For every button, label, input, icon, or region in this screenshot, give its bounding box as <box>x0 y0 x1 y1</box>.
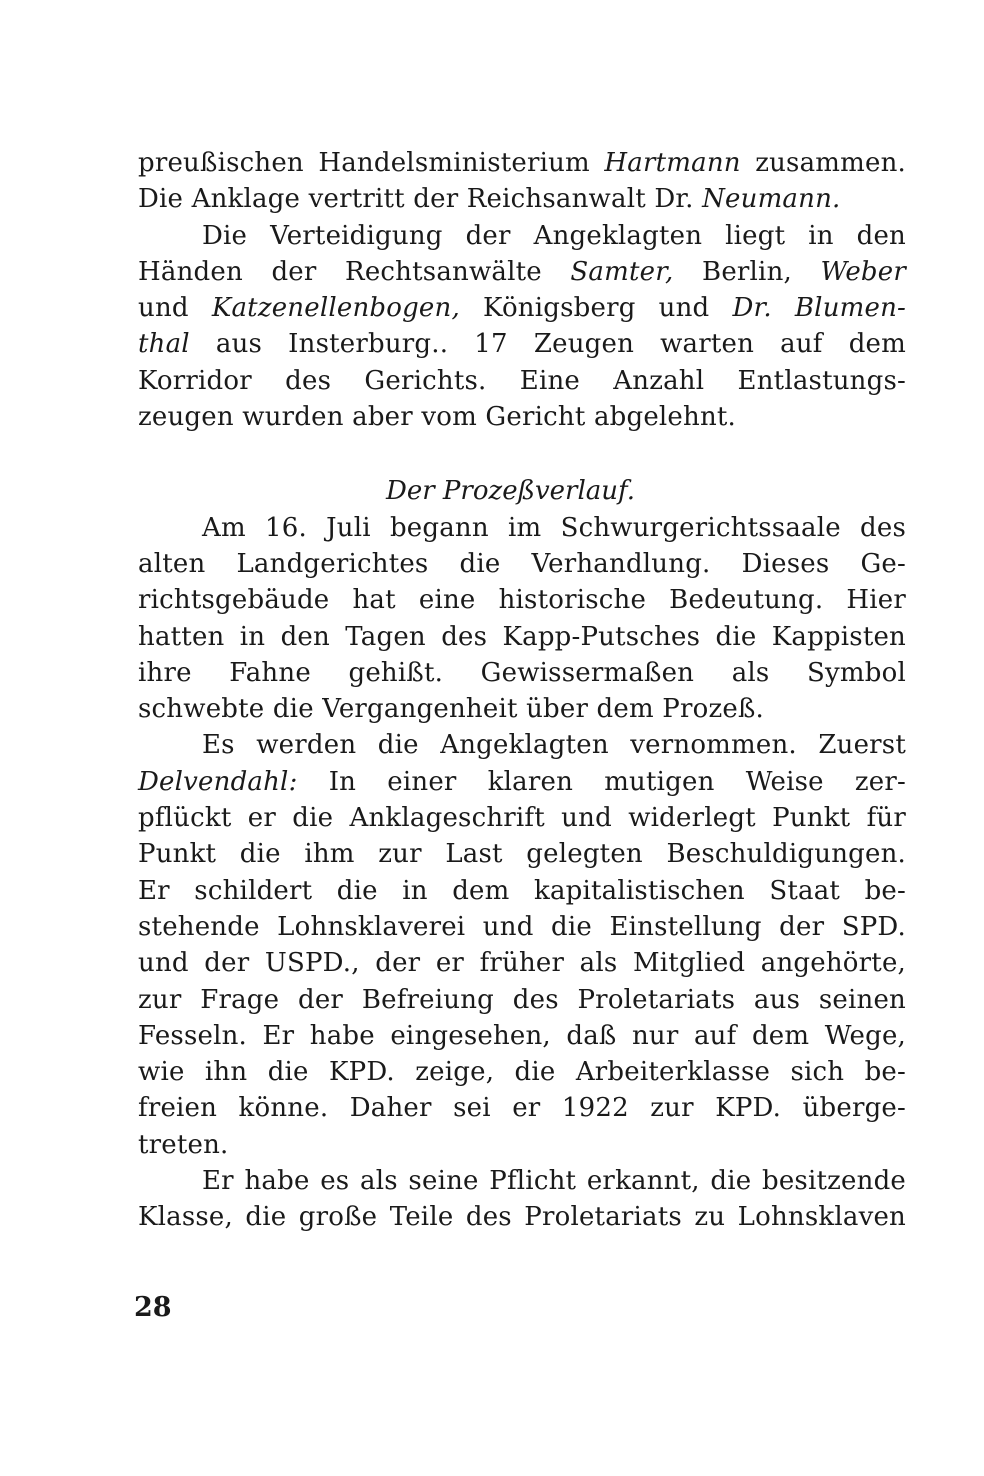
text-segment: Punkt die ihm zur Last gelegten Beschuldigungen. <box>138 839 906 870</box>
text-segment: richtsgebäude hat eine historische Bedeutung. Hier <box>138 585 906 616</box>
text-line <box>138 510 906 546</box>
text-segment: und der USPD., der er früher als Mitglied angehörte, <box>138 948 906 979</box>
italic-name: thal <box>138 329 190 360</box>
text-line <box>138 1018 906 1054</box>
text-line <box>138 1090 906 1126</box>
text-line <box>138 800 906 836</box>
italic-name: Hartmann <box>604 148 741 178</box>
text-line <box>138 582 906 618</box>
text-segment: Klasse, die große Teile des Proletariats zu Lohnsklaven <box>138 1202 906 1233</box>
text-line <box>138 945 906 981</box>
text-segment: Königsberg und <box>459 293 733 324</box>
text-line <box>138 363 906 399</box>
text-line <box>138 873 906 909</box>
text-segment: In einer klaren mutigen Weise zer- <box>297 766 906 797</box>
text-line <box>138 181 906 217</box>
text-segment: zeugen wurden aber vom Gericht abgelehnt. <box>138 402 737 433</box>
text-segment: zusammen. <box>740 148 906 178</box>
italic-name: Delvendahl: <box>138 766 298 797</box>
italic-name: Neumann. <box>702 184 841 215</box>
text-segment: Am 16. Juli begann im Schwurgerichtssaale des <box>202 512 906 543</box>
text-line <box>138 1054 906 1090</box>
text-segment: freien könne. Daher sei er 1922 zur KPD. überge- <box>138 1093 906 1124</box>
text-line <box>138 145 906 181</box>
text-segment: treten. <box>138 1129 229 1160</box>
text-line <box>138 619 906 655</box>
text-segment: Die Verteidigung der Angeklagten liegt in den <box>202 220 906 251</box>
text-block-proceedings <box>138 510 906 1236</box>
text-line <box>138 691 906 727</box>
text-segment: Korridor des Gerichts. Eine Anzahl Entlastungs- <box>138 365 906 396</box>
italic-name: Samter, <box>570 256 674 287</box>
text-line <box>138 727 906 763</box>
text-line <box>138 218 906 254</box>
text-line <box>138 982 906 1018</box>
text-segment: aus Insterburg.. 17 Zeugen warten auf dem <box>189 329 906 360</box>
text-line <box>138 290 906 326</box>
text-segment: alten Landgerichtes die Verhandlung. Dieses Ge- <box>138 548 906 579</box>
text-line <box>138 909 906 945</box>
text-line <box>138 546 906 582</box>
italic-name: Katzenellenbogen, <box>211 293 460 324</box>
text-line <box>138 655 906 691</box>
text-segment: ihre Fahne gehißt. Gewissermaßen als Symbol <box>138 657 906 688</box>
text-segment: Es werden die Angeklagten vernommen. Zuerst <box>202 730 906 761</box>
text-segment: Er habe es als seine Pflicht erkannt, die besitzende <box>202 1166 906 1197</box>
text-line <box>138 1163 906 1199</box>
text-line <box>138 764 906 800</box>
text-line <box>138 399 906 435</box>
text-line <box>138 254 906 290</box>
text-segment: hatten in den Tagen des Kapp-Putsches die Kappisten <box>138 621 906 652</box>
text-segment: schwebte die Vergangenheit über dem Prozeß. <box>138 694 764 725</box>
text-block-defense <box>138 145 906 435</box>
text-segment: preußischen Handelsministerium <box>138 148 605 178</box>
text-segment: Die Anklage vertritt der Reichsanwalt Dr. <box>138 184 703 215</box>
text-segment: Fesseln. Er habe eingesehen, daß nur auf dem Wege, <box>138 1020 906 1051</box>
text-segment: zur Frage der Befreiung des Proletariats aus seinen <box>138 984 906 1015</box>
text-segment: stehende Lohnsklaverei und die Einstellung der SPD. <box>138 911 906 942</box>
text-segment: Händen der Rechtsanwälte <box>138 256 571 287</box>
text-segment: pflückt er die Anklageschrift und widerlegt Punkt für <box>138 803 906 834</box>
italic-name: Weber <box>820 256 906 287</box>
italic-name: Dr. Blumen- <box>732 293 907 324</box>
text-line <box>138 1127 906 1163</box>
text-line <box>138 326 906 362</box>
text-segment: wie ihn die KPD. zeige, die Arbeiterklasse sich be- <box>138 1057 906 1088</box>
section-heading: Der Prozeßverlauf. <box>386 476 635 507</box>
page-body <box>138 145 906 1236</box>
page-number: 28 <box>134 1292 172 1323</box>
text-line <box>138 1199 906 1235</box>
text-segment: Er schildert die in dem kapitalistischen Staat be- <box>138 875 906 906</box>
text-segment: und <box>138 293 212 324</box>
text-line <box>138 836 906 872</box>
text-segment: Berlin, <box>673 256 821 287</box>
